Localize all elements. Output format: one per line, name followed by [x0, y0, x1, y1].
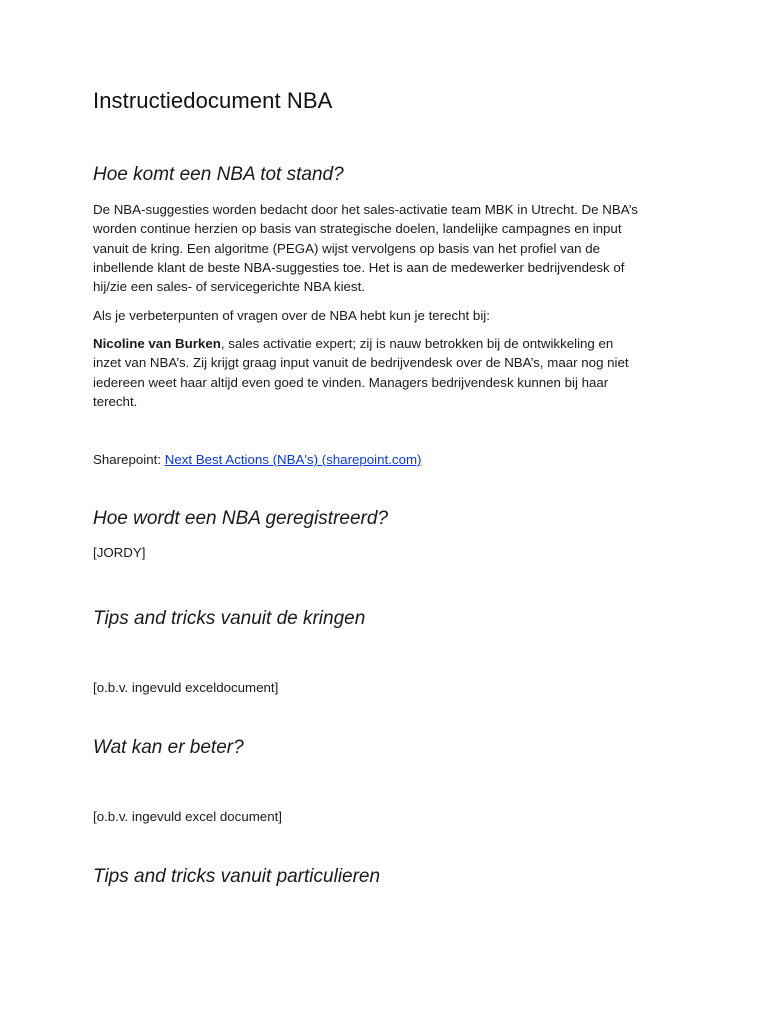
paragraph-contact [93, 334, 683, 411]
heading-particulieren: Tips and tricks vanuit particulieren [93, 866, 381, 887]
sharepoint-label: Sharepoint: [93, 452, 165, 467]
sharepoint-link[interactable]: Next Best Actions (NBA's) (sharepoint.com) [164, 452, 422, 467]
heading-kringen: Tips and tricks vanuit de kringen [93, 608, 366, 629]
heading-totstand: Hoe komt een NBA tot stand? [93, 164, 344, 185]
paragraph-line: terecht. [93, 393, 138, 409]
contact-name: Nicoline van Burken [93, 336, 221, 351]
heading-beter: Wat kan er beter? [93, 737, 244, 758]
heading-registratie: Hoe wordt een NBA geregistreerd? [93, 508, 389, 529]
placeholder-jordy: [JORDY] [93, 545, 146, 560]
placeholder-kringen: [o.b.v. ingevuld exceldocument] [93, 680, 279, 695]
document-title: Instructiedocument NBA [93, 88, 333, 113]
paragraph-line: iedereen weet haar altijd even goed te vinden. Managers bedrijvendesk kunnen bij haar [93, 374, 609, 390]
placeholder-beter: [o.b.v. ingevuld excel document] [93, 809, 282, 824]
paragraph-line: worden continue herzien op basis van strategische doelen, landelijke campagnes en input [93, 221, 622, 237]
paragraph-verbeterpunten: Als je verbeterpunten of vragen over de NBA hebt kun je terecht bij: [93, 308, 490, 323]
paragraph-line: hij/zie een sales- of servicegerichte NBA kiest. [93, 279, 365, 295]
paragraph-totstand [93, 200, 683, 296]
paragraph-line: inzet van NBA’s. Zij krijgt graag input vanuit de bedrijvendesk over de NBA’s, maar nog niet [93, 355, 629, 371]
paragraph-line: De NBA-suggesties worden bedacht door het sales-activatie team MBK in Utrecht. De NBA’s [93, 202, 638, 217]
paragraph-line: vanuit de kring. Een algoritme (PEGA) wijst vervolgens op basis van het profiel van de [93, 240, 601, 256]
paragraph-line [93, 334, 683, 353]
sharepoint-line [93, 450, 683, 469]
paragraph-line: inbellende klant de beste NBA-suggesties toe. Het is aan de medewerker bedrijvendesk of [93, 259, 625, 275]
contact-role: , sales activatie expert; zij is nauw betrokken bij de ontwikkeling en [220, 336, 614, 351]
